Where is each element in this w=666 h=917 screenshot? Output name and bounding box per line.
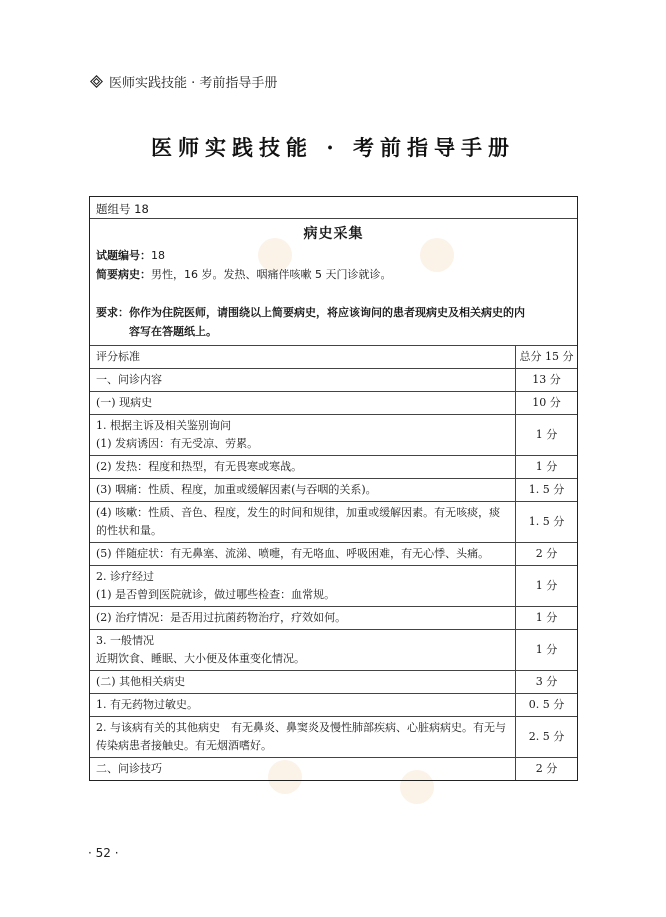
criteria-cell: (2) 发热：程度和热型，有无畏寒或寒战。 <box>90 456 516 479</box>
criteria-cell: (一) 现病史 <box>90 392 516 415</box>
table-row <box>90 566 577 607</box>
question-number-value: 18 <box>151 249 165 262</box>
case-sheet <box>89 196 578 781</box>
table-row <box>90 369 577 392</box>
table-row <box>90 415 577 456</box>
criteria-cell: 2. 诊疗经过 (1) 是否曾到医院就诊，做过哪些检查：血常规。 <box>90 566 516 607</box>
requirement-line-1: 要求：你作为住院医师，请围绕以上简要病史，将应该询问的患者现病史及相关病史的内 <box>96 306 525 319</box>
criteria-cell: (5) 伴随症状：有无鼻塞、流涕、喷嚏，有无咯血、呼吸困难，有无心悸、头痛。 <box>90 543 516 566</box>
score-cell: 1. 5 分 <box>516 479 578 502</box>
scoring-table <box>90 346 577 780</box>
score-cell: 1 分 <box>516 456 578 479</box>
page-title: 医师实践技能 · 考前指导手册 <box>151 135 515 160</box>
requirement-line-2: 容写在答题纸上。 <box>129 325 217 338</box>
case-info <box>90 219 577 346</box>
score-cell: 1 分 <box>516 607 578 630</box>
criteria-cell: (3) 咽痛：性质、程度，加重或缓解因素(与吞咽的关系)。 <box>90 479 516 502</box>
table-row <box>90 694 577 717</box>
brief-history-text: 男性，16 岁。发热、咽痛伴咳嗽 5 天门诊就诊。 <box>151 268 392 281</box>
score-cell: 1 分 <box>516 566 578 607</box>
total-score-header: 总分 15 分 <box>516 346 578 369</box>
table-row <box>90 543 577 566</box>
table-row <box>90 671 577 694</box>
criteria-cell: 3. 一般情况 近期饮食、睡眠、大小便及体重变化情况。 <box>90 630 516 671</box>
criteria-cell: 一、问诊内容 <box>90 369 516 392</box>
score-cell: 3 分 <box>516 671 578 694</box>
brief-history-line <box>96 265 571 284</box>
criteria-cell: (二) 其他相关病史 <box>90 671 516 694</box>
question-number-line <box>96 246 571 265</box>
criteria-cell: (4) 咳嗽：性质、音色、程度，发生的时间和规律，加重或缓解因素。有无咳痰，痰的性状和量。 <box>90 502 516 543</box>
diamond-icon <box>90 75 103 88</box>
criteria-cell: 1. 有无药物过敏史。 <box>90 694 516 717</box>
running-header <box>90 72 277 91</box>
score-cell: 2 分 <box>516 543 578 566</box>
table-row <box>90 456 577 479</box>
score-cell: 13 分 <box>516 369 578 392</box>
table-row <box>90 392 577 415</box>
criteria-header: 评分标准 <box>96 350 140 363</box>
score-cell: 1 分 <box>516 415 578 456</box>
criteria-cell: 2. 与该病有关的其他病史 有无鼻炎、鼻窦炎及慢性肺部疾病、心脏病病史。有无与传染病患者接触史。有无烟酒嗜好。 <box>90 717 516 758</box>
score-cell: 2 分 <box>516 758 578 781</box>
table-row <box>90 502 577 543</box>
brief-history-label: 简要病史： <box>96 268 151 281</box>
score-cell: 2. 5 分 <box>516 717 578 758</box>
criteria-cell: (2) 治疗情况：是否用过抗菌药物治疗，疗效如何。 <box>90 607 516 630</box>
score-cell: 1 分 <box>516 630 578 671</box>
table-header-row <box>90 346 577 369</box>
group-number: 题组号 18 <box>90 197 577 219</box>
table-row <box>90 630 577 671</box>
criteria-cell: 1. 根据主诉及相关鉴别询问 (1) 发病诱因：有无受凉、劳累。 <box>90 415 516 456</box>
question-number-label: 试题编号： <box>96 249 151 262</box>
score-cell: 10 分 <box>516 392 578 415</box>
score-cell: 0. 5 分 <box>516 694 578 717</box>
table-row <box>90 607 577 630</box>
score-cell: 1. 5 分 <box>516 502 578 543</box>
criteria-cell: 二、问诊技巧 <box>90 758 516 781</box>
case-heading: 病史采集 <box>303 226 364 242</box>
table-row <box>90 479 577 502</box>
page-number: · 52 · <box>88 846 119 860</box>
table-row <box>90 717 577 758</box>
running-header-text: 医师实践技能 · 考前指导手册 <box>109 76 278 91</box>
table-row <box>90 758 577 781</box>
